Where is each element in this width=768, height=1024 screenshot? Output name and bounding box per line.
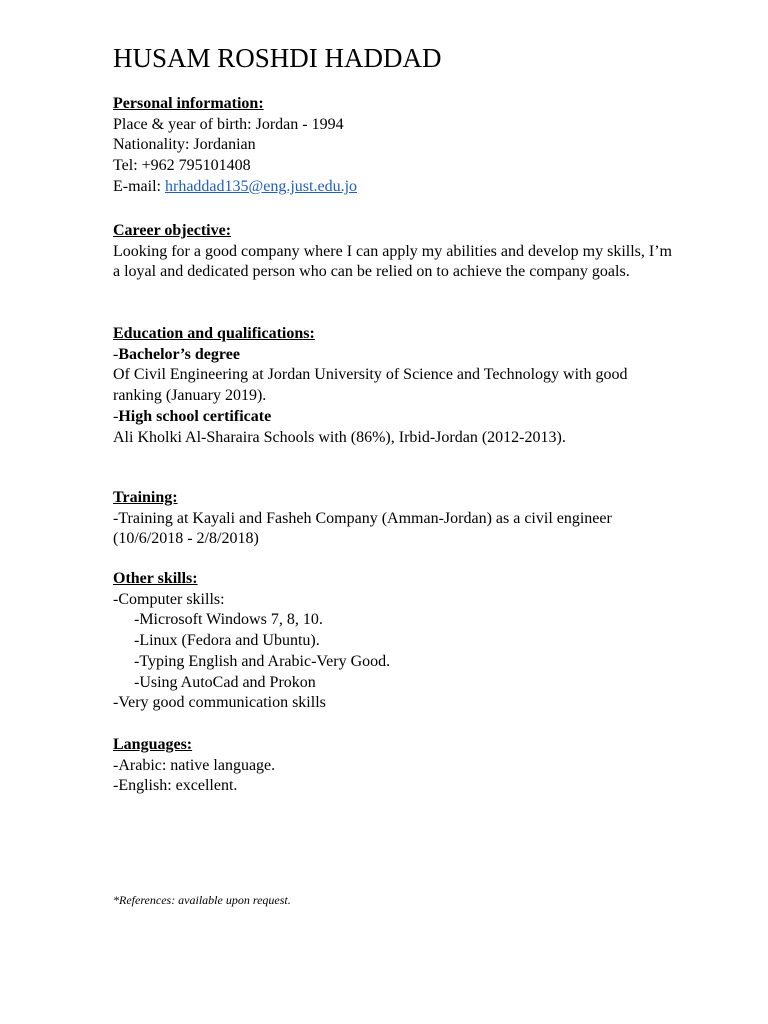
personal-information-heading: Personal information: bbox=[113, 95, 264, 112]
school-title: High school certificate bbox=[118, 407, 272, 425]
education-section bbox=[113, 324, 673, 448]
skill-item: -Using AutoCad and Prokon bbox=[134, 673, 316, 691]
skill-item: -Microsoft Windows 7, 8, 10. bbox=[134, 611, 323, 629]
resume-name: HUSAM ROSHDI HADDAD bbox=[113, 43, 442, 73]
email-label: E-mail: bbox=[113, 177, 165, 195]
education-heading: Education and qualifications: bbox=[113, 325, 315, 342]
skill-item: -Typing English and Arabic-Very Good. bbox=[134, 652, 391, 670]
bachelor-title-line bbox=[113, 345, 673, 366]
other-skills-heading: Other skills: bbox=[113, 570, 198, 587]
bachelor-title: Bachelor’s degree bbox=[118, 345, 240, 363]
school-prefix: - bbox=[113, 407, 119, 425]
school-text: Ali Kholki Al-Sharaira Schools with (86%), Irbid-Jordan (2012-2013). bbox=[113, 428, 566, 446]
bachelor-prefix: - bbox=[113, 345, 119, 363]
languages-section bbox=[113, 735, 673, 797]
bachelor-text: Of Civil Engineering at Jordan University of Science and Technology with good ranking (January 2019). bbox=[113, 366, 628, 405]
english-line: -English: excellent. bbox=[113, 777, 238, 795]
school-title-line bbox=[113, 407, 673, 428]
languages-heading: Languages: bbox=[113, 736, 193, 753]
other-skills-section bbox=[113, 569, 673, 714]
skill-item: -Linux (Fedora and Ubuntu). bbox=[134, 632, 320, 650]
birth-line: Place & year of birth: Jordan - 1994 bbox=[113, 115, 344, 133]
arabic-line: -Arabic: native language. bbox=[113, 756, 276, 774]
email-link[interactable]: hrhaddad135@eng.just.edu.jo bbox=[164, 177, 358, 195]
computer-skills-line: -Computer skills: bbox=[113, 590, 225, 608]
email-line bbox=[113, 177, 673, 198]
training-section bbox=[113, 488, 673, 550]
references-footnote: *References: available upon request. bbox=[113, 893, 291, 907]
training-text: -Training at Kayali and Fasheh Company (Amman-Jordan) as a civil engineer (10/6/2018 - 2/8/2018) bbox=[113, 509, 612, 548]
personal-information-section bbox=[113, 94, 673, 198]
career-objective-section bbox=[113, 221, 673, 283]
communication-skills-line: -Very good communication skills bbox=[113, 694, 326, 712]
training-heading: Training: bbox=[113, 489, 178, 506]
career-objective-heading: Career objective: bbox=[113, 222, 232, 239]
tel-line: Tel: +962 795101408 bbox=[113, 157, 251, 175]
nationality-line: Nationality: Jordanian bbox=[113, 136, 256, 154]
career-objective-text: Looking for a good company where I can apply my abilities and develop my skills, I’m a loyal and dedicated person who can be relied on to achieve the company goals. bbox=[113, 242, 672, 281]
